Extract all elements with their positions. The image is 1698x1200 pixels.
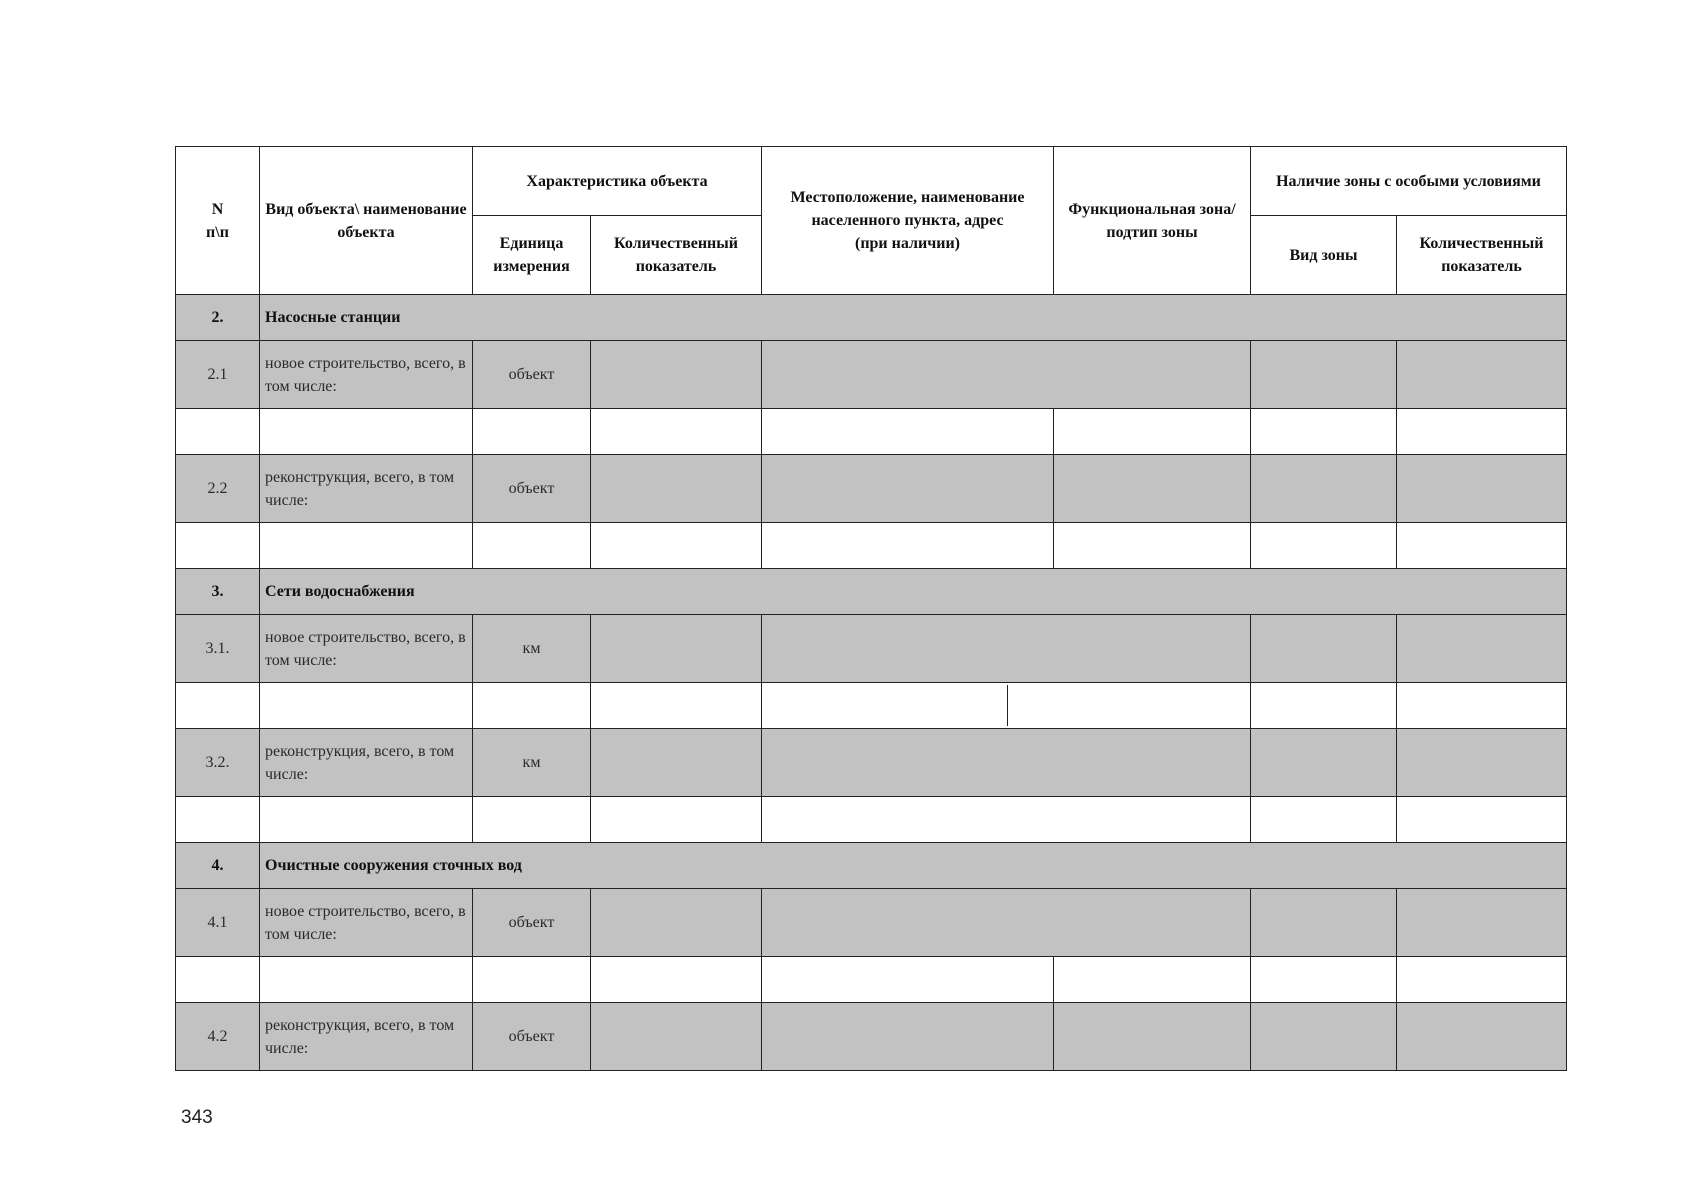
item-zone-quantity — [1397, 729, 1567, 797]
item-quantity — [591, 729, 762, 797]
table-row — [176, 1003, 1567, 1071]
item-quantity — [591, 889, 762, 957]
item-num: 4.2 — [176, 1003, 260, 1071]
table-row — [176, 615, 1567, 683]
item-unit: объект — [473, 1003, 591, 1071]
item-num: 3.2. — [176, 729, 260, 797]
item-zone-quantity — [1397, 455, 1567, 523]
header-location: Местоположение, наименование населенного пункта, адрес (при наличии) — [762, 147, 1054, 295]
item-zone-quantity — [1397, 1003, 1567, 1071]
header-characteristic: Характеристика объекта — [473, 147, 762, 216]
header-unit: Единица измерения — [473, 216, 591, 295]
table-row — [176, 455, 1567, 523]
page-number: 343 — [181, 1107, 213, 1128]
item-zone-type — [1251, 889, 1397, 957]
item-unit: объект — [473, 455, 591, 523]
section-row — [176, 569, 1567, 615]
item-num: 2.1 — [176, 341, 260, 409]
item-location — [762, 889, 1251, 957]
item-unit: объект — [473, 341, 591, 409]
table-row — [176, 797, 1567, 843]
section-title: Насосные станции — [260, 295, 1567, 341]
item-name: новое строительство, всего, в том числе: — [260, 341, 473, 409]
item-function-zone — [1054, 455, 1251, 523]
item-quantity — [591, 615, 762, 683]
table-row — [176, 341, 1567, 409]
table-row — [176, 523, 1567, 569]
item-name: реконструкция, всего, в том числе: — [260, 1003, 473, 1071]
table-row — [176, 409, 1567, 455]
section-num: 3. — [176, 569, 260, 615]
item-num: 2.2 — [176, 455, 260, 523]
header-zone-quantity: Количественный показатель — [1397, 216, 1567, 295]
item-location — [762, 729, 1251, 797]
item-location — [762, 455, 1054, 523]
section-num: 2. — [176, 295, 260, 341]
header-object: Вид объекта\ наименование объекта — [260, 147, 473, 295]
section-row — [176, 843, 1567, 889]
table-row — [176, 729, 1567, 797]
item-zone-type — [1251, 1003, 1397, 1071]
item-name: реконструкция, всего, в том числе: — [260, 455, 473, 523]
table-row — [176, 889, 1567, 957]
item-zone-type — [1251, 729, 1397, 797]
section-num: 4. — [176, 843, 260, 889]
item-unit: объект — [473, 889, 591, 957]
section-title: Очистные сооружения сточных вод — [260, 843, 1567, 889]
item-zone-quantity — [1397, 889, 1567, 957]
section-row — [176, 295, 1567, 341]
item-num: 3.1. — [176, 615, 260, 683]
item-zone-quantity — [1397, 615, 1567, 683]
item-function-zone — [1054, 1003, 1251, 1071]
item-zone-type — [1251, 455, 1397, 523]
header-function-zone: Функциональная зона/ подтип зоны — [1054, 147, 1251, 295]
item-quantity — [591, 455, 762, 523]
infrastructure-table — [175, 146, 1567, 1071]
item-zone-quantity — [1397, 341, 1567, 409]
header-num: N п\п — [176, 147, 260, 295]
item-num: 4.1 — [176, 889, 260, 957]
header-special-zone: Наличие зоны с особыми условиями — [1251, 147, 1567, 216]
item-zone-type — [1251, 341, 1397, 409]
item-zone-type — [1251, 615, 1397, 683]
table-row — [176, 957, 1567, 1003]
item-quantity — [591, 341, 762, 409]
item-name: реконструкция, всего, в том числе: — [260, 729, 473, 797]
section-title: Сети водоснабжения — [260, 569, 1567, 615]
item-unit: км — [473, 615, 591, 683]
header-zone-type: Вид зоны — [1251, 216, 1397, 295]
item-location — [762, 615, 1251, 683]
item-quantity — [591, 1003, 762, 1071]
item-name: новое строительство, всего, в том числе: — [260, 889, 473, 957]
table-row — [176, 683, 1567, 729]
item-location — [762, 1003, 1054, 1071]
header-quantity: Количественный показатель — [591, 216, 762, 295]
item-location — [762, 341, 1251, 409]
item-unit: км — [473, 729, 591, 797]
item-name: новое строительство, всего, в том числе: — [260, 615, 473, 683]
